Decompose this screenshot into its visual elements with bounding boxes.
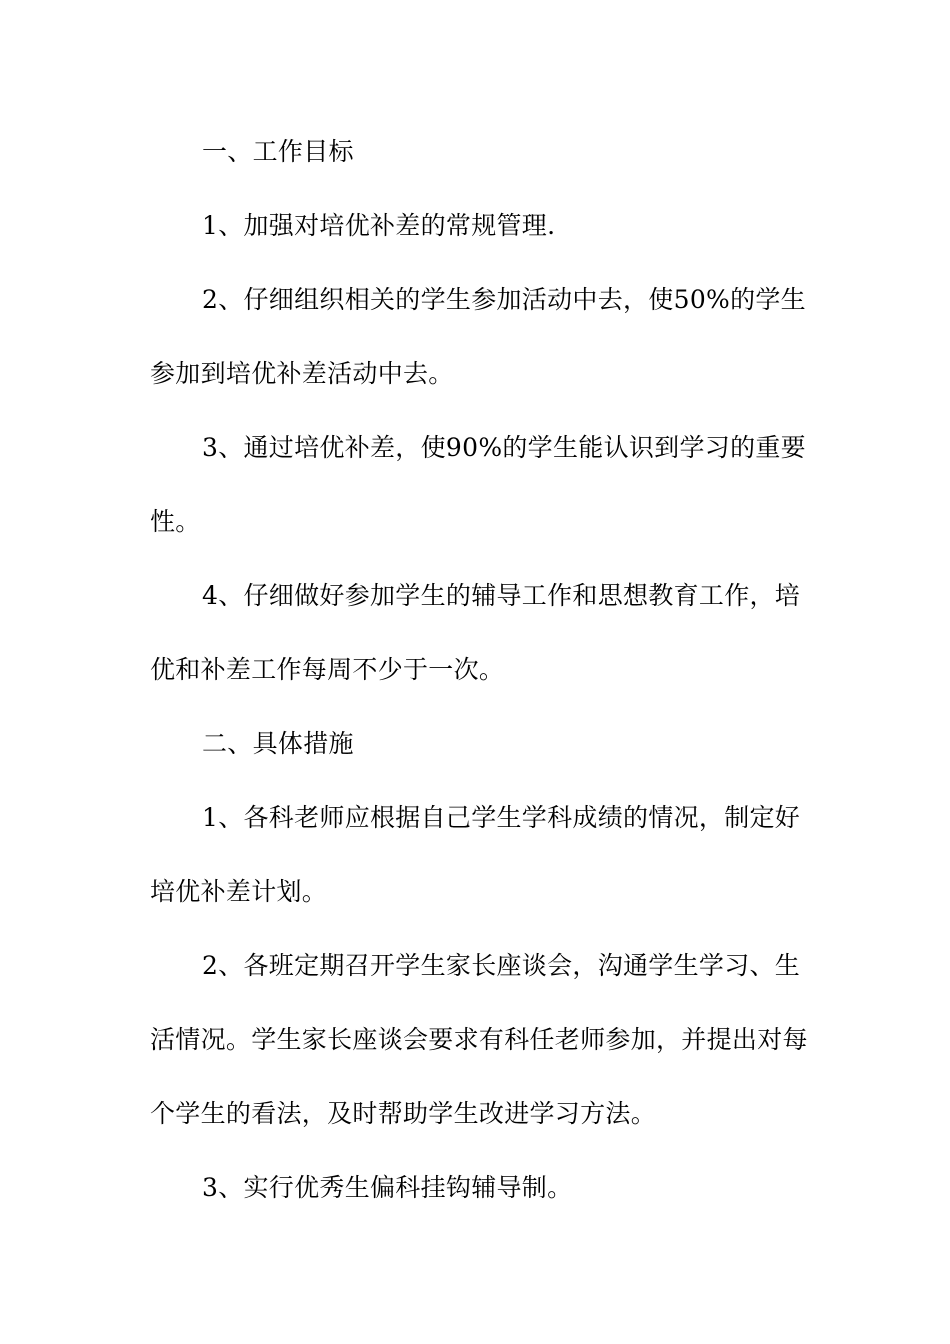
heading-specific-measures: 二、具体措施	[202, 729, 354, 758]
measure-item-2: 2、各班定期召开学生家长座谈会，沟通学生学习、生活情况。学生家长座谈会要求有科任老师参加，并提出对每个学生的看法，及时帮助学生改进学习方法。	[150, 951, 808, 1128]
goal-item-1: 1、加强对培优补差的常规管理.	[202, 211, 556, 240]
goal-item-3: 3、通过培优补差，使90%的学生能认识到学习的重要性。	[150, 433, 806, 536]
goal-item-4: 4、仔细做好参加学生的辅导工作和思想教育工作，培优和补差工作每周不少于一次。	[150, 581, 801, 684]
heading-work-goals: 一、工作目标	[202, 137, 354, 166]
measure-item-3: 3、实行优秀生偏科挂钩辅导制。	[202, 1173, 573, 1202]
measure-item-1: 1、各科老师应根据自己学生学科成绩的情况，制定好培优补差计划。	[150, 803, 801, 906]
goal-item-2: 2、仔细组织相关的学生参加活动中去，使50%的学生参加到培优补差活动中去。	[150, 285, 806, 388]
